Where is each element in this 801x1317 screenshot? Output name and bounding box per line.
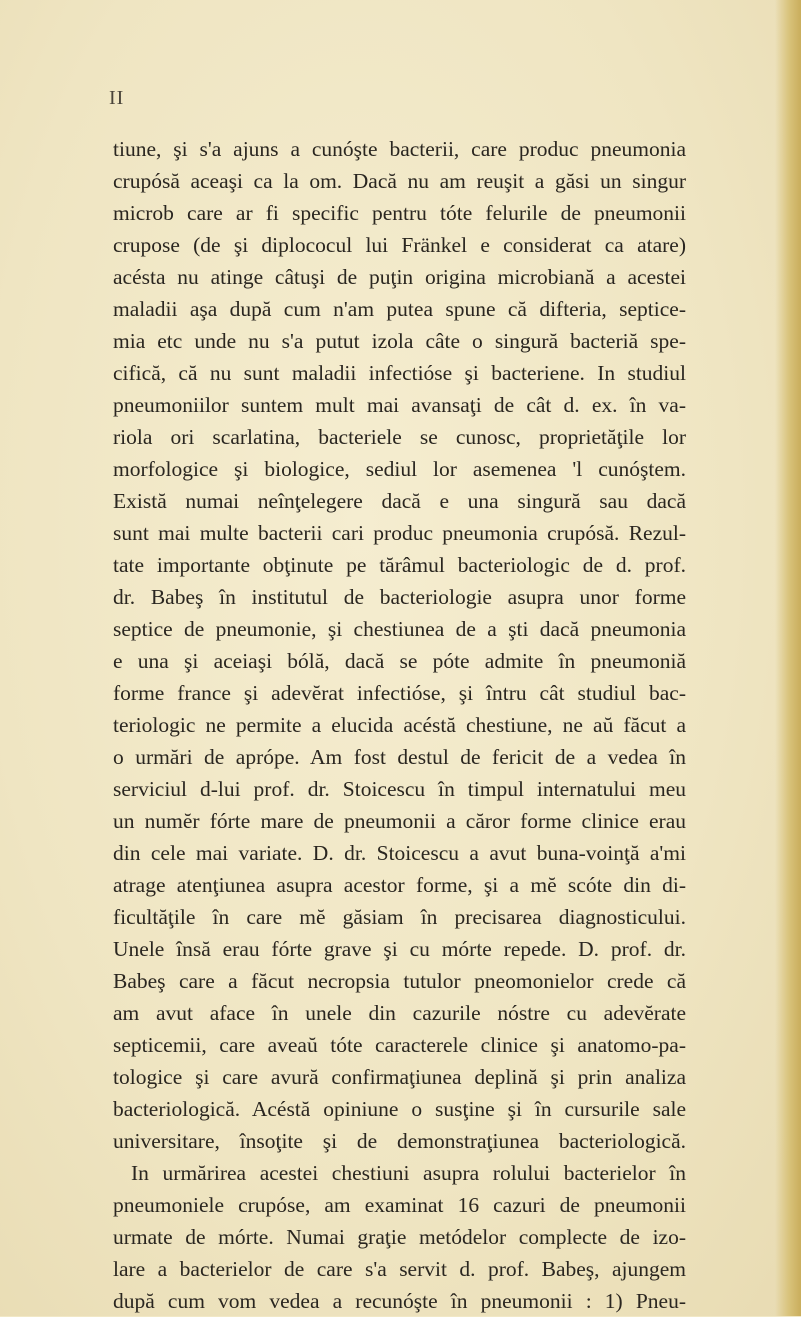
- text-line: forme france şi adevĕrat infectióse, şi întru cât studiul bac-: [113, 681, 686, 705]
- body-text: [113, 133, 686, 1317]
- text-line: sunt mai multe bacterii cari produc pneumonia crupósă. Rezul-: [113, 521, 686, 545]
- text-line: Unele însă erau fórte grave şi cu mórte repede. D. prof. dr.: [113, 937, 686, 961]
- text-line: din cele mai variate. D. dr. Stoicescu a avut buna-voinţă a'mi: [113, 841, 686, 865]
- page-number: II: [109, 87, 125, 109]
- text-line: universitare, însoţite şi de demonstraţiunea bacteriologică.: [113, 1129, 686, 1153]
- text-line: microb care ar fi specific pentru tóte felurile de pneumonii: [113, 201, 686, 225]
- text-line: pneumoniilor suntem mult mai avansaţi de cât d. ex. în va-: [113, 393, 686, 417]
- text-line: morfologice şi biologice, sediul lor asemenea 'l cunóştem.: [113, 457, 686, 481]
- text-line: am avut aface în unele din cazurile nóstre cu adevĕrate: [113, 1001, 686, 1025]
- text-line: In urmărirea acestei chestiuni asupra rolului bacterielor în: [131, 1161, 686, 1185]
- text-line: septicemii, care aveaŭ tóte caracterele clinice şi anatomo-pa-: [113, 1033, 686, 1057]
- text-line: Există numai neînţelegere dacă e una singură sau dacă: [113, 489, 686, 513]
- text-line: crupose (de şi diplococul lui Fränkel e considerat ca atare): [113, 233, 686, 257]
- text-line: ficultăţile în care mĕ găsiam în precisarea diagnosticului.: [113, 905, 686, 929]
- text-line: septice de pneumonie, şi chestiunea de a şti dacă pneumonia: [113, 617, 686, 641]
- text-line: tate importante obţinute pe tărâmul bacteriologic de d. prof.: [113, 553, 686, 577]
- text-line: Babeş care a făcut necropsia tutulor pneomonielor crede că: [113, 969, 686, 993]
- text-line: urmate de mórte. Numai graţie metódelor complecte de izo-: [113, 1225, 686, 1249]
- text-line: atrage atenţiunea asupra acestor forme, şi a mĕ scóte din di-: [113, 873, 686, 897]
- text-line: bacteriologică. Acéstă opiniune o susţine şi în cursurile sale: [113, 1097, 686, 1121]
- text-line: mia etc unde nu s'a putut izola câte o singură bacteriă spe-: [113, 329, 686, 353]
- text-line: lare a bacterielor de care s'a servit d. prof. Babeş, ajungem: [113, 1257, 686, 1281]
- text-line: tologice şi care avură confirmaţiunea deplină şi prin analiza: [113, 1065, 686, 1089]
- text-line: riola ori scarlatina, bacteriele se cunosc, proprietăţile lor: [113, 425, 686, 449]
- text-line: teriologic ne permite a elucida acéstă chestiune, ne aŭ făcut a: [113, 713, 686, 737]
- text-line: serviciul d-lui prof. dr. Stoicescu în timpul internatului meu: [113, 777, 686, 801]
- text-line: crupósă aceaşi ca la om. Dacă nu am reuşit a găsi un singur: [113, 169, 686, 193]
- text-line: e una şi aceiaşi bólă, dacă se póte admite în pneumoniă: [113, 649, 686, 673]
- text-line: maladii aşa după cum n'am putea spune că difteria, septice-: [113, 297, 686, 321]
- text-line: un numĕr fórte mare de pneumonii a căror forme clinice erau: [113, 809, 686, 833]
- text-line: o urmări de aprópe. Am fost destul de fericit de a vedea în: [113, 745, 686, 769]
- text-line: pneumoniele crupóse, am examinat 16 cazuri de pneumonii: [113, 1193, 686, 1217]
- text-line: cifică, că nu sunt maladii infectióse şi bacteriene. In studiul: [113, 361, 686, 385]
- text-line: dr. Babeş în institutul de bacteriologie asupra unor forme: [113, 585, 686, 609]
- text-line: tiune, şi s'a ajuns a cunóşte bacterii, care produc pneumonia: [113, 137, 686, 161]
- text-line: acésta nu atinge câtuşi de puţin origina microbiană a acestei: [113, 265, 686, 289]
- text-line: după cum vom vedea a recunóşte în pneumonii : 1) Pneu-: [113, 1289, 686, 1313]
- page-edge-shadow: [775, 0, 801, 1316]
